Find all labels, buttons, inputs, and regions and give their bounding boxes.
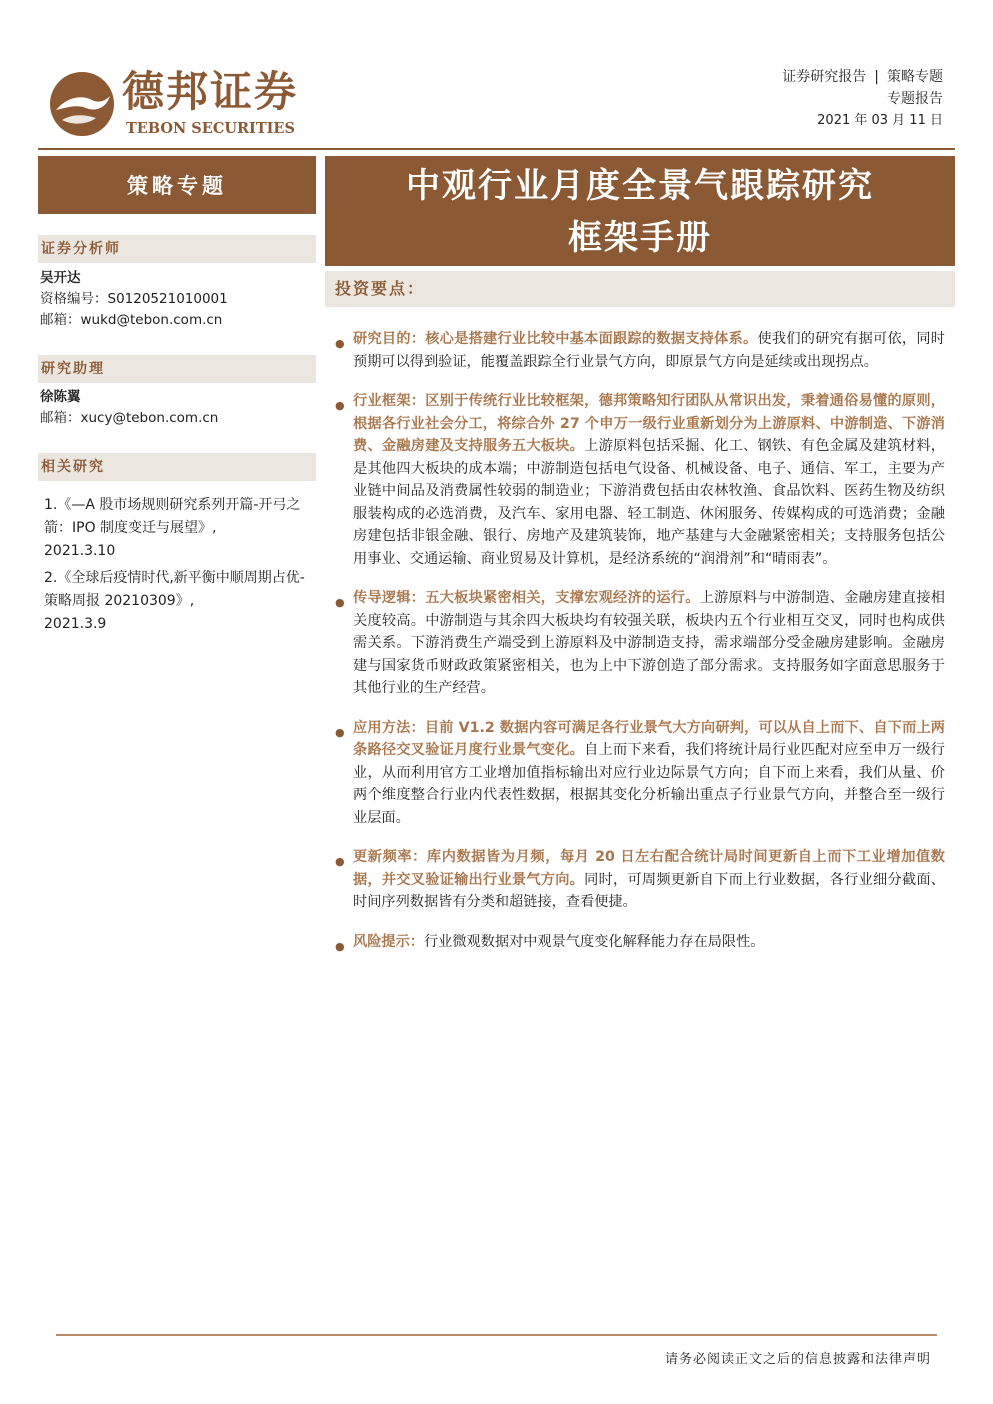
key-point-text: 使我们的研究有据可依，同时预期可以得到验证，能覆盖跟踪全行业景气方向，即原景气方向是延续或出现拐点。 <box>353 331 945 370</box>
analyst-name: 吴开达 <box>40 270 81 286</box>
footer-disclaimer: 请务必阅读正文之后的信息披露和法律声明 <box>664 1352 931 1367</box>
bullet-icon: ● <box>335 596 345 609</box>
key-point-label: 应用方法： <box>353 719 425 736</box>
key-point-item <box>333 328 945 373</box>
bullet-icon: ● <box>335 725 345 739</box>
key-point-text: 上游原料与中游制造、金融房建直接相关度较高。中游制造与其余四大板块均有较强关联，板块内五个行业相互交叉，同时也构成供需关系。下游消费生产端受到上游原料及中游制造支持，需求端部分受金融房建影响。金融房建与国家货币财政政策紧密相关，也为上中下游创造了部分需求。支持服务如字面意思服务于其他行业的生产经营。 <box>353 590 945 696</box>
logo-chinese-name: 德邦证券 <box>122 67 299 116</box>
key-point-text: 同时，可周频更新自下而上行业数据，各行业细分截面、时间序列数据皆有分类和超链接，查看便捷。 <box>353 871 945 910</box>
key-point-item <box>333 717 945 830</box>
assistant-info <box>40 387 218 429</box>
key-point-label: 风险提示： <box>353 933 424 950</box>
assistant-name: 徐陈翼 <box>40 389 81 405</box>
analyst-email: 邮箱：wukd@tebon.com.cn <box>40 312 223 328</box>
bullet-icon: ● <box>335 399 345 412</box>
key-point-item <box>333 390 945 570</box>
company-logo <box>48 64 338 142</box>
key-point-highlight: 区别于传统行业比较框架，德邦策略知行团队从常识出发，秉着通俗易懂的原则，根据各行业社会分工，将综合外 27 个申万一级行业重新划分为上游原料、中游制造、下游消费、金融房建及支持服务五大板块。 <box>353 393 945 454</box>
key-point-highlight: 库内数据皆为月频，每月 20 日左右配合统计局时间更新自上而下工业增加值数据，并交叉验证输出行业景气方向。 <box>353 849 945 888</box>
analyst-section-head: 证券分析师 <box>38 235 316 263</box>
key-point-highlight: 核心是搭建行业比较中基本面跟踪的数据支持体系。 <box>425 331 758 347</box>
analyst-cert: 资格编号：S0120521010001 <box>40 291 228 307</box>
category-banner: 策略专题 <box>38 156 316 214</box>
report-type: 证券研究报告 <box>782 69 867 85</box>
separator: | <box>874 69 879 85</box>
related-list <box>44 494 314 640</box>
key-point-label: 研究目的： <box>353 331 426 347</box>
report-column: 策略专题 <box>887 69 943 85</box>
title-line-1: 中观行业月度全景气跟踪研究 <box>406 166 874 206</box>
bullet-icon: ● <box>335 855 345 868</box>
related-item-date: 2021.3.10 <box>44 543 116 559</box>
header-divider <box>38 148 955 150</box>
key-points-head: 投资要点： <box>325 271 955 307</box>
key-point-item <box>333 931 945 954</box>
logo-english-name: TEBON SECURITIES <box>126 120 295 137</box>
key-point-item <box>333 846 945 914</box>
related-item-date: 2021.3.9 <box>44 616 107 632</box>
assistant-section-head: 研究助理 <box>38 355 316 383</box>
related-item[interactable] <box>44 567 314 636</box>
key-point-text: 自上而下来看，我们将统计局行业匹配对应至申万一级行业，从而利用官方工业增加值指标输出对应行业边际景气方向；自下而上来看，我们从量、价两个维度整合行业内代表性数据，根据其变化分析输出重点子行业景气方向，并整合至一级行业层面。 <box>353 742 945 826</box>
bullet-icon: ● <box>335 939 345 953</box>
key-point-text: 上游原料包括采掘、化工、钢铁、有色金属及建筑材料，是其他四大板块的成本端；中游制造包括电气设备、机械设备、电子、通信、军工，主要为产业链中间品及消费属性较弱的制造业；下游消费包括由农林牧渔、食品饮料、医药生物及纺织服装构成的必选消费，及汽车、家用电器、轻工制造、休闲服务、传媒构成的可选消费；金融房建包括非银金融、银行、房地产及建筑装饰，地产基建与大金融紧密相关；支持服务包括公用事业、交通运输、商业贸易及计算机，是经济系统的“润滑剂”和“晴雨表”。 <box>353 438 945 567</box>
key-point-highlight: 目前 V1.2 数据内容可满足各行业景气大方向研判，可以从自上而下、自下而上两条路径交叉验证月度行业景气变化。 <box>353 719 945 758</box>
key-point-label: 传导逻辑： <box>353 590 426 606</box>
related-section-head: 相关研究 <box>38 453 316 481</box>
key-point-item <box>333 587 945 700</box>
key-point-highlight: 五大板块紧密相关，支撑宏观经济的运行。 <box>425 590 700 606</box>
key-point-text: 行业微观数据对中观景气度变化解释能力存在局限性。 <box>423 933 765 950</box>
key-point-label: 更新频率： <box>353 849 427 865</box>
key-point-label: 行业框架： <box>353 393 426 409</box>
report-subtype: 专题报告 <box>887 91 943 107</box>
assistant-email: 邮箱：xucy@tebon.com.cn <box>40 410 219 426</box>
analyst-info <box>40 268 228 331</box>
bullet-icon: ● <box>335 337 345 350</box>
related-item[interactable] <box>44 494 314 563</box>
related-item-text: 1.《—A 股市场规则研究系列开篇-开弓之箭：IPO 制度变迁与展望》, <box>44 497 301 536</box>
footer-divider <box>56 1334 937 1336</box>
header-meta <box>782 66 943 132</box>
tebon-logo-icon <box>48 70 116 138</box>
report-title <box>325 156 955 266</box>
related-item-text: 2.《全球后疫情时代,新平衡中顺周期占优-策略周报 20210309》, <box>44 570 305 609</box>
key-points-list <box>333 328 945 970</box>
report-date: 2021 年 03 月 11 日 <box>817 113 943 128</box>
title-line-2: 框架手册 <box>568 218 712 258</box>
